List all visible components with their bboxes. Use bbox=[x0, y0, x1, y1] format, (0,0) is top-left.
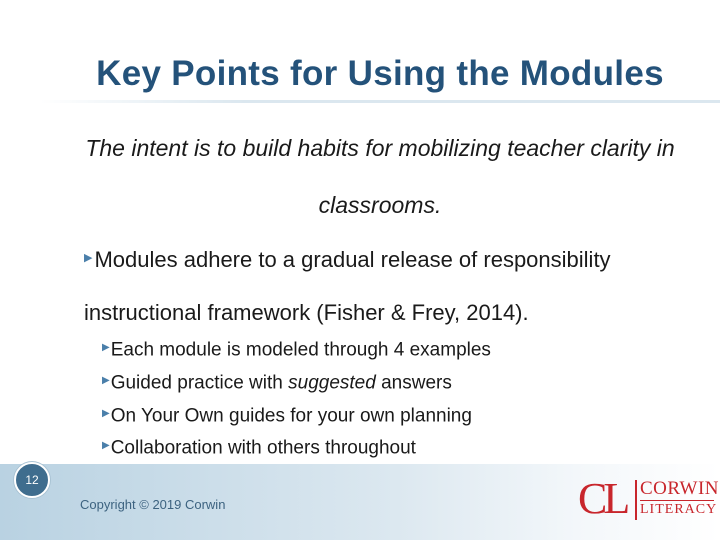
triangle-bullet-icon: ▶ bbox=[102, 374, 110, 386]
sub-bullet bbox=[102, 432, 682, 465]
triangle-bullet-icon: ▶ bbox=[102, 407, 110, 419]
copyright-notice: Copyright © 2019 Corwin bbox=[80, 497, 226, 512]
sub-bullet bbox=[102, 334, 682, 367]
main-bullet bbox=[84, 234, 684, 339]
emphasis-word: suggested bbox=[288, 372, 376, 394]
triangle-bullet-icon: ▶ bbox=[102, 342, 110, 353]
page-number-badge: 12 bbox=[14, 462, 50, 498]
logo-divider bbox=[635, 480, 637, 520]
triangle-bullet-icon: ▶ bbox=[84, 252, 93, 265]
logo-mark: CL bbox=[578, 474, 627, 523]
slide-title: Key Points for Using the Modules bbox=[96, 54, 664, 93]
sub-bullet-text: Collaboration with others throughout bbox=[110, 437, 416, 459]
intro-statement: The intent is to build habits for mobilizing teacher clarity in classrooms. bbox=[85, 135, 675, 218]
logo-rule bbox=[640, 500, 714, 501]
sub-bullet bbox=[102, 400, 682, 433]
logo-top-text: CORWIN bbox=[640, 478, 719, 499]
sub-bullet bbox=[102, 367, 682, 400]
title-divider bbox=[40, 100, 720, 103]
sub-bullet-text: Each module is modeled through 4 examples bbox=[110, 339, 491, 361]
sub-bullet-text: On Your Own guides for your own planning bbox=[110, 404, 472, 426]
sub-bullet-list bbox=[102, 334, 682, 465]
logo-bottom-text: LITERACY bbox=[640, 502, 718, 517]
main-bullet-text: Modules adhere to a gradual release of responsibility instructional framework (Fisher & Frey, 2014). bbox=[84, 247, 611, 326]
sub-bullet-text: Guided practice with suggested answers bbox=[110, 372, 452, 394]
triangle-bullet-icon: ▶ bbox=[102, 440, 110, 452]
corwin-literacy-logo bbox=[576, 474, 719, 524]
